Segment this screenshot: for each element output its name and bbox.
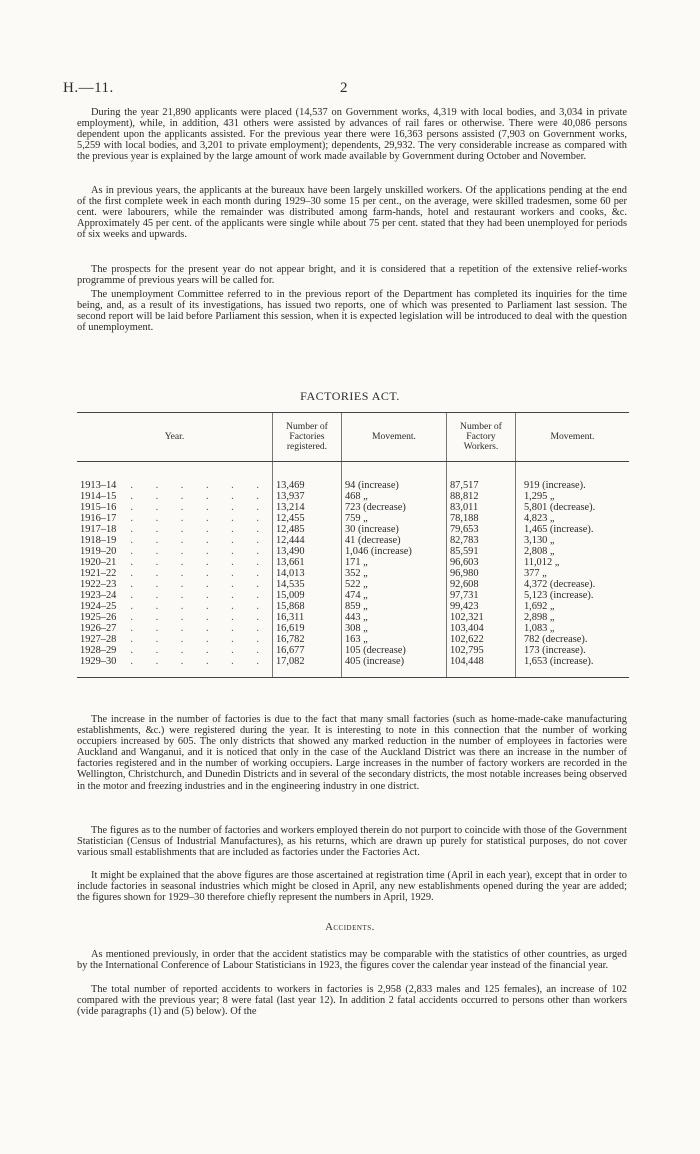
- paragraph: It might be explained that the above figures are those ascertained at registration time (April in each year), except that in order to include factories in seasonal industries which might be closed in April, any new establishments opened during the year are added; the figures shown for 1929–30 therefore chiefly represent the numbers in April, 1929.: [77, 870, 627, 904]
- year-cell: 1914–15 . . . . . .: [80, 491, 269, 502]
- workers-cell: 97,731: [446, 590, 515, 601]
- header-year: Year.: [77, 413, 272, 462]
- leader-dots: . . . . . .: [130, 491, 269, 502]
- workers-cell: 88,812: [446, 491, 515, 502]
- table-row: [77, 645, 629, 656]
- workers-cell: 87,517: [446, 462, 515, 492]
- factories-cell: 14,535: [272, 579, 341, 590]
- paragraph: The unemployment Committee referred to in the previous report of the Department has completed its inquiries for the time being, and, as a result of its investigations, has issued two reports, one of which was presented to Parliament last session. The second report will be laid before Parliament this session, when it is expected legislation will be introduced to deal with the question of unemployment.: [77, 289, 627, 334]
- movement-cell: 171 „: [341, 557, 446, 568]
- year-cell: 1918–19 . . . . . .: [80, 535, 269, 546]
- header-worker-movement: Movement.: [515, 413, 629, 462]
- table-row: [77, 623, 629, 634]
- factories-cell: 12,455: [272, 513, 341, 524]
- paragraph: The total number of reported accidents to workers in factories is 2,958 (2,833 males and 125 females), an increase of 102 compared with the previous year; 8 were fatal (last year 12). In addition 2 fatal accidents occurred to persons other than workers (vide paragraphs (1) and (5) below). Of the: [77, 984, 627, 1018]
- table-row: [77, 546, 629, 557]
- factories-cell: 13,937: [272, 491, 341, 502]
- table-row: [77, 502, 629, 513]
- worker-movement-cell: 173 (increase).: [515, 645, 629, 656]
- table-row: [77, 524, 629, 535]
- factories-cell: 16,311: [272, 612, 341, 623]
- worker-movement-cell: 2,898 „: [515, 612, 629, 623]
- worker-movement-cell: 1,692 „: [515, 601, 629, 612]
- table-body: [77, 462, 629, 678]
- year-cell: 1924–25 . . . . . .: [80, 601, 269, 612]
- workers-cell: 99,423: [446, 601, 515, 612]
- leader-dots: . . . . . .: [130, 568, 269, 579]
- movement-cell: 105 (decrease): [341, 645, 446, 656]
- worker-movement-cell: 11,012 „: [515, 557, 629, 568]
- table-row: [77, 535, 629, 546]
- leader-dots: . . . . . .: [130, 612, 269, 623]
- movement-cell: 468 „: [341, 491, 446, 502]
- header-movement: Movement.: [341, 413, 446, 462]
- paragraph: As mentioned previously, in order that the accident statistics may be comparable with the statistics of other countries, as urged by the International Conference of Labour Statisticians in 1923, the figures cover the calendar year instead of the financial year.: [77, 949, 627, 972]
- movement-cell: 41 (decrease): [341, 535, 446, 546]
- workers-cell: 102,795: [446, 645, 515, 656]
- worker-movement-cell: 5,801 (decrease).: [515, 502, 629, 513]
- leader-dots: . . . . . .: [130, 634, 269, 645]
- leader-dots: . . . . . .: [130, 535, 269, 546]
- year-cell: 1926–27 . . . . . .: [80, 623, 269, 634]
- factories-cell: 16,782: [272, 634, 341, 645]
- workers-cell: 102,622: [446, 634, 515, 645]
- workers-cell: 82,783: [446, 535, 515, 546]
- table-row: [77, 513, 629, 524]
- worker-movement-cell: 919 (increase).: [515, 462, 629, 492]
- workers-cell: 104,448: [446, 656, 515, 678]
- leader-dots: . . . . . .: [130, 557, 269, 568]
- factories-cell: 13,490: [272, 546, 341, 557]
- factories-table: [77, 412, 629, 678]
- section-heading: FACTORIES ACT.: [300, 389, 400, 403]
- movement-cell: 1,046 (increase): [341, 546, 446, 557]
- leader-dots: . . . . . .: [130, 513, 269, 524]
- factories-cell: 12,485: [272, 524, 341, 535]
- worker-movement-cell: 4,823 „: [515, 513, 629, 524]
- accidents-heading: Accidents.: [325, 922, 375, 933]
- factories-cell: 13,214: [272, 502, 341, 513]
- leader-dots: . . . . . .: [130, 590, 269, 601]
- table-row: [77, 601, 629, 612]
- worker-movement-cell: 782 (decrease).: [515, 634, 629, 645]
- worker-movement-cell: 1,083 „: [515, 623, 629, 634]
- workers-cell: 83,011: [446, 502, 515, 513]
- workers-cell: 79,653: [446, 524, 515, 535]
- factories-cell: 12,444: [272, 535, 341, 546]
- year-cell: 1920–21 . . . . . .: [80, 557, 269, 568]
- factories-cell: 16,619: [272, 623, 341, 634]
- year-cell: 1916–17 . . . . . .: [80, 513, 269, 524]
- paragraph: As in previous years, the applicants at the bureaux have been largely unskilled workers. Of the applications pending at the end of the first complete week in each month during 1929–30 some 15 per cent., on the average, were skilled tradesmen, some 60 per cent. were labourers, while the remainder was distributed among farm-hands, hotel and restaurant workers and cooks, &c. Approximately 45 per cent. of the applicants were single while about 75 per cent. stated that they had been unemployed for periods of six weeks and upwards.: [77, 185, 627, 241]
- header-workers: Number of Factory Workers.: [446, 413, 515, 462]
- leader-dots: . . . . . .: [130, 480, 269, 491]
- factories-cell: 15,868: [272, 601, 341, 612]
- year-cell: 1913–14 . . . . . .: [80, 480, 269, 491]
- page-number: 2: [340, 80, 348, 96]
- movement-cell: 163 „: [341, 634, 446, 645]
- leader-dots: . . . . . .: [130, 645, 269, 656]
- year-cell: 1927–28 . . . . . .: [80, 634, 269, 645]
- movement-cell: 443 „: [341, 612, 446, 623]
- year-cell: 1928–29 . . . . . .: [80, 645, 269, 656]
- year-cell: 1921–22 . . . . . .: [80, 568, 269, 579]
- table-row: [77, 656, 629, 678]
- leader-dots: . . . . . .: [130, 502, 269, 513]
- table-header-row: [77, 413, 629, 462]
- year-cell: 1925–26 . . . . . .: [80, 612, 269, 623]
- paragraph: The increase in the number of factories is due to the fact that many small factories (such as home-made-cake manufacturing establishments, &c.) were registered during the year. It is interesting to note in this connection that the number of working occupiers increased by 605. The only districts that showed any marked reduction in the number of employees in factories were Auckland and Wanganui, and it is noticed that only in the case of the Auckland District was there an increase in the number of factories registered and in the number of working occupiers. Large increases in the number of factory workers are recorded in the Wellington, Christchurch, and Dunedin Districts and in several of the secondary districts, the most notable increases being observed in the motor and freezing industries and in the engineering industry in one district.: [77, 714, 627, 792]
- movement-cell: 308 „: [341, 623, 446, 634]
- worker-movement-cell: 2,808 „: [515, 546, 629, 557]
- table-row: [77, 634, 629, 645]
- document-reference: H.—11.: [63, 80, 114, 96]
- factories-cell: 13,469: [272, 462, 341, 492]
- workers-cell: 96,603: [446, 557, 515, 568]
- factories-cell: 16,677: [272, 645, 341, 656]
- factories-cell: 13,661: [272, 557, 341, 568]
- table-row: [77, 612, 629, 623]
- factories-cell: 17,082: [272, 656, 341, 678]
- table-row: [77, 462, 629, 492]
- movement-cell: 352 „: [341, 568, 446, 579]
- table-row: [77, 491, 629, 502]
- worker-movement-cell: 3,130 „: [515, 535, 629, 546]
- workers-cell: 96,980: [446, 568, 515, 579]
- leader-dots: . . . . . .: [130, 656, 269, 667]
- worker-movement-cell: 377 „: [515, 568, 629, 579]
- worker-movement-cell: 1,653 (increase).: [515, 656, 629, 678]
- factories-cell: 14,013: [272, 568, 341, 579]
- leader-dots: . . . . . .: [130, 579, 269, 590]
- year-cell: 1915–16 . . . . . .: [80, 502, 269, 513]
- year-cell: 1923–24 . . . . . .: [80, 590, 269, 601]
- leader-dots: . . . . . .: [130, 546, 269, 557]
- movement-cell: 405 (increase): [341, 656, 446, 678]
- table-row: [77, 590, 629, 601]
- factories-cell: 15,009: [272, 590, 341, 601]
- movement-cell: 522 „: [341, 579, 446, 590]
- workers-cell: 92,608: [446, 579, 515, 590]
- movement-cell: 859 „: [341, 601, 446, 612]
- movement-cell: 723 (decrease): [341, 502, 446, 513]
- movement-cell: 94 (increase): [341, 462, 446, 492]
- year-cell: 1917–18 . . . . . .: [80, 524, 269, 535]
- year-cell: 1922–23 . . . . . .: [80, 579, 269, 590]
- workers-cell: 85,591: [446, 546, 515, 557]
- header-factories: Number of Factories registered.: [272, 413, 341, 462]
- paragraph: The figures as to the number of factories and workers employed therein do not purport to coincide with those of the Government Statistician (Census of Industrial Manufactures), as his returns, which are drawn up purely for statistical purposes, do not cover various small establishments that are included as factories under the Factories Act.: [77, 825, 627, 859]
- leader-dots: . . . . . .: [130, 623, 269, 634]
- movement-cell: 759 „: [341, 513, 446, 524]
- worker-movement-cell: 1,465 (increase).: [515, 524, 629, 535]
- table-row: [77, 568, 629, 579]
- table-row: [77, 557, 629, 568]
- year-cell: 1929–30 . . . . . .: [77, 656, 272, 678]
- table-row: [77, 579, 629, 590]
- worker-movement-cell: 1,295 „: [515, 491, 629, 502]
- leader-dots: . . . . . .: [130, 524, 269, 535]
- movement-cell: 474 „: [341, 590, 446, 601]
- worker-movement-cell: 4,372 (decrease).: [515, 579, 629, 590]
- worker-movement-cell: 5,123 (increase).: [515, 590, 629, 601]
- workers-cell: 78,188: [446, 513, 515, 524]
- paragraph: The prospects for the present year do not appear bright, and it is considered that a repetition of the extensive relief-works programme of previous years will be called for.: [77, 264, 627, 287]
- year-cell: 1919–20 . . . . . .: [80, 546, 269, 557]
- workers-cell: 103,404: [446, 623, 515, 634]
- workers-cell: 102,321: [446, 612, 515, 623]
- movement-cell: 30 (increase): [341, 524, 446, 535]
- paragraph: During the year 21,890 applicants were placed (14,537 on Government works, 4,319 with local bodies, and 3,034 in private employment), while, in addition, 431 others were assisted by advances of rail fares or otherwise. There were 40,086 persons dependent upon the applicants assisted. For the previous year there were 16,363 persons assisted (7,903 on Government works, 5,259 with local bodies, and 3,201 to private employment); dependents, 29,932. The very considerable increase as compared with the previous year is explained by the large amount of work made available by Government during October and November.: [77, 107, 627, 163]
- leader-dots: . . . . . .: [130, 601, 269, 612]
